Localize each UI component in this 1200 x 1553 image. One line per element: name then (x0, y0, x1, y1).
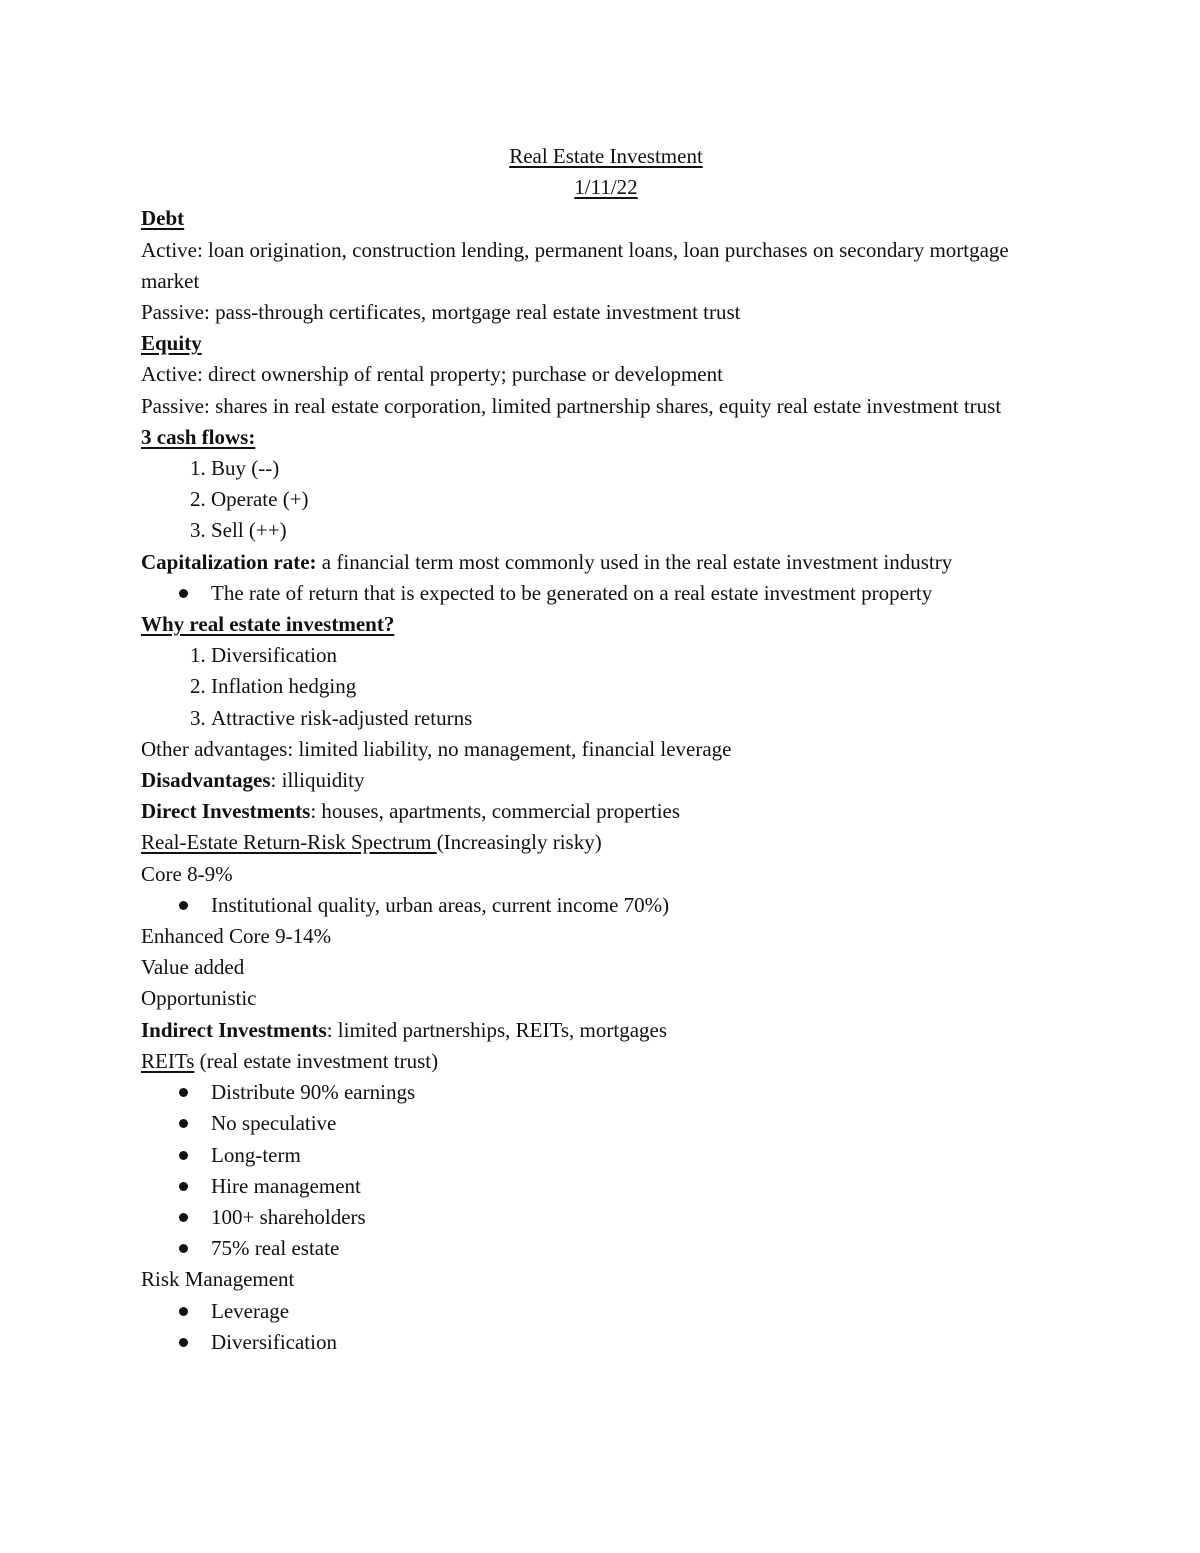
list-item: The rate of return that is expected to be generated on a real estate investment property (211, 578, 1071, 609)
cash-flows-list (141, 453, 1071, 547)
debt-passive: Passive: pass-through certificates, mortgage real estate investment trust (141, 300, 741, 325)
why-heading: Why real estate investment? (141, 612, 395, 637)
document-body (141, 141, 1071, 1358)
spectrum-heading: Real-Estate Return-Risk Spectrum (141, 830, 437, 855)
list-item: Diversification (211, 1327, 1071, 1358)
indirect-investments-term: Indirect Investments (141, 1017, 327, 1042)
opportunistic-line: Opportunistic (141, 986, 257, 1011)
list-item: 75% real estate (211, 1233, 1071, 1264)
list-item: 1. Buy (--) (211, 453, 1071, 484)
disadvantages-term: Disadvantages (141, 768, 271, 793)
why-heading-line (141, 609, 1071, 640)
cash-flows-heading-line (141, 422, 1071, 453)
indirect-investments-text: : limited partnerships, REITs, mortgages (326, 1017, 668, 1042)
list-item: Hire management (211, 1171, 1071, 1202)
equity-heading-line (141, 328, 1071, 359)
document-title: Real Estate Investment (509, 144, 703, 168)
debt-heading: Debt (141, 206, 185, 231)
core-line: Core 8-9% (141, 861, 233, 886)
cap-rate-line (141, 547, 1071, 578)
indirect-investments-line (141, 1015, 1071, 1046)
debt-active: Active: loan origination, construction lending, permanent loans, loan purchases on secondary mortgage market (141, 237, 1009, 293)
date-line (141, 172, 1071, 203)
equity-active: Active: direct ownership of rental property; purchase or development (141, 362, 723, 387)
document-date: 1/11/22 (574, 175, 638, 200)
cap-rate-bullets (141, 578, 1071, 609)
reits-line (141, 1046, 1071, 1077)
spectrum-note: (Increasingly risky) (436, 830, 602, 855)
cap-rate-definition: a financial term most commonly used in the real estate investment industry (316, 549, 953, 574)
list-item: 2. Inflation hedging (211, 671, 1071, 702)
list-item: Leverage (211, 1296, 1071, 1327)
direct-investments-line (141, 796, 1071, 827)
disadvantages-line (141, 765, 1071, 796)
list-item: Long-term (211, 1140, 1071, 1171)
reits-bullets (141, 1077, 1071, 1264)
equity-passive: Passive: shares in real estate corporation, limited partnership shares, equity real estate investment trust (141, 393, 1002, 418)
risk-management-heading: Risk Management (141, 1267, 295, 1292)
risk-management-bullets (141, 1296, 1071, 1358)
enhanced-core-line: Enhanced Core 9-14% (141, 924, 332, 949)
cash-flows-heading: 3 cash flows: (141, 424, 256, 449)
cap-rate-term: Capitalization rate: (141, 549, 317, 574)
core-bullets (141, 890, 1071, 921)
list-item: 1. Diversification (211, 640, 1071, 671)
value-added-line: Value added (141, 955, 245, 980)
why-list (141, 640, 1071, 734)
disadvantages-text: : illiquidity (270, 768, 365, 793)
debt-heading-line (141, 203, 1071, 234)
other-advantages: Other advantages: limited liability, no management, financial leverage (141, 736, 732, 761)
list-item: 3. Attractive risk-adjusted returns (211, 703, 1071, 734)
list-item: Institutional quality, urban areas, current income 70%) (211, 890, 1071, 921)
direct-investments-text: : houses, apartments, commercial properties (310, 799, 681, 824)
list-item: 2. Operate (+) (211, 484, 1071, 515)
direct-investments-term: Direct Investments (141, 799, 311, 824)
spectrum-line (141, 827, 1071, 858)
list-item: 3. Sell (++) (211, 515, 1071, 546)
equity-heading: Equity (141, 331, 202, 356)
title-line (141, 141, 1071, 172)
list-item: No speculative (211, 1108, 1071, 1139)
reits-note: (real estate investment trust) (194, 1048, 439, 1073)
list-item: 100+ shareholders (211, 1202, 1071, 1233)
reits-heading: REITs (141, 1048, 195, 1073)
list-item: Distribute 90% earnings (211, 1077, 1071, 1108)
